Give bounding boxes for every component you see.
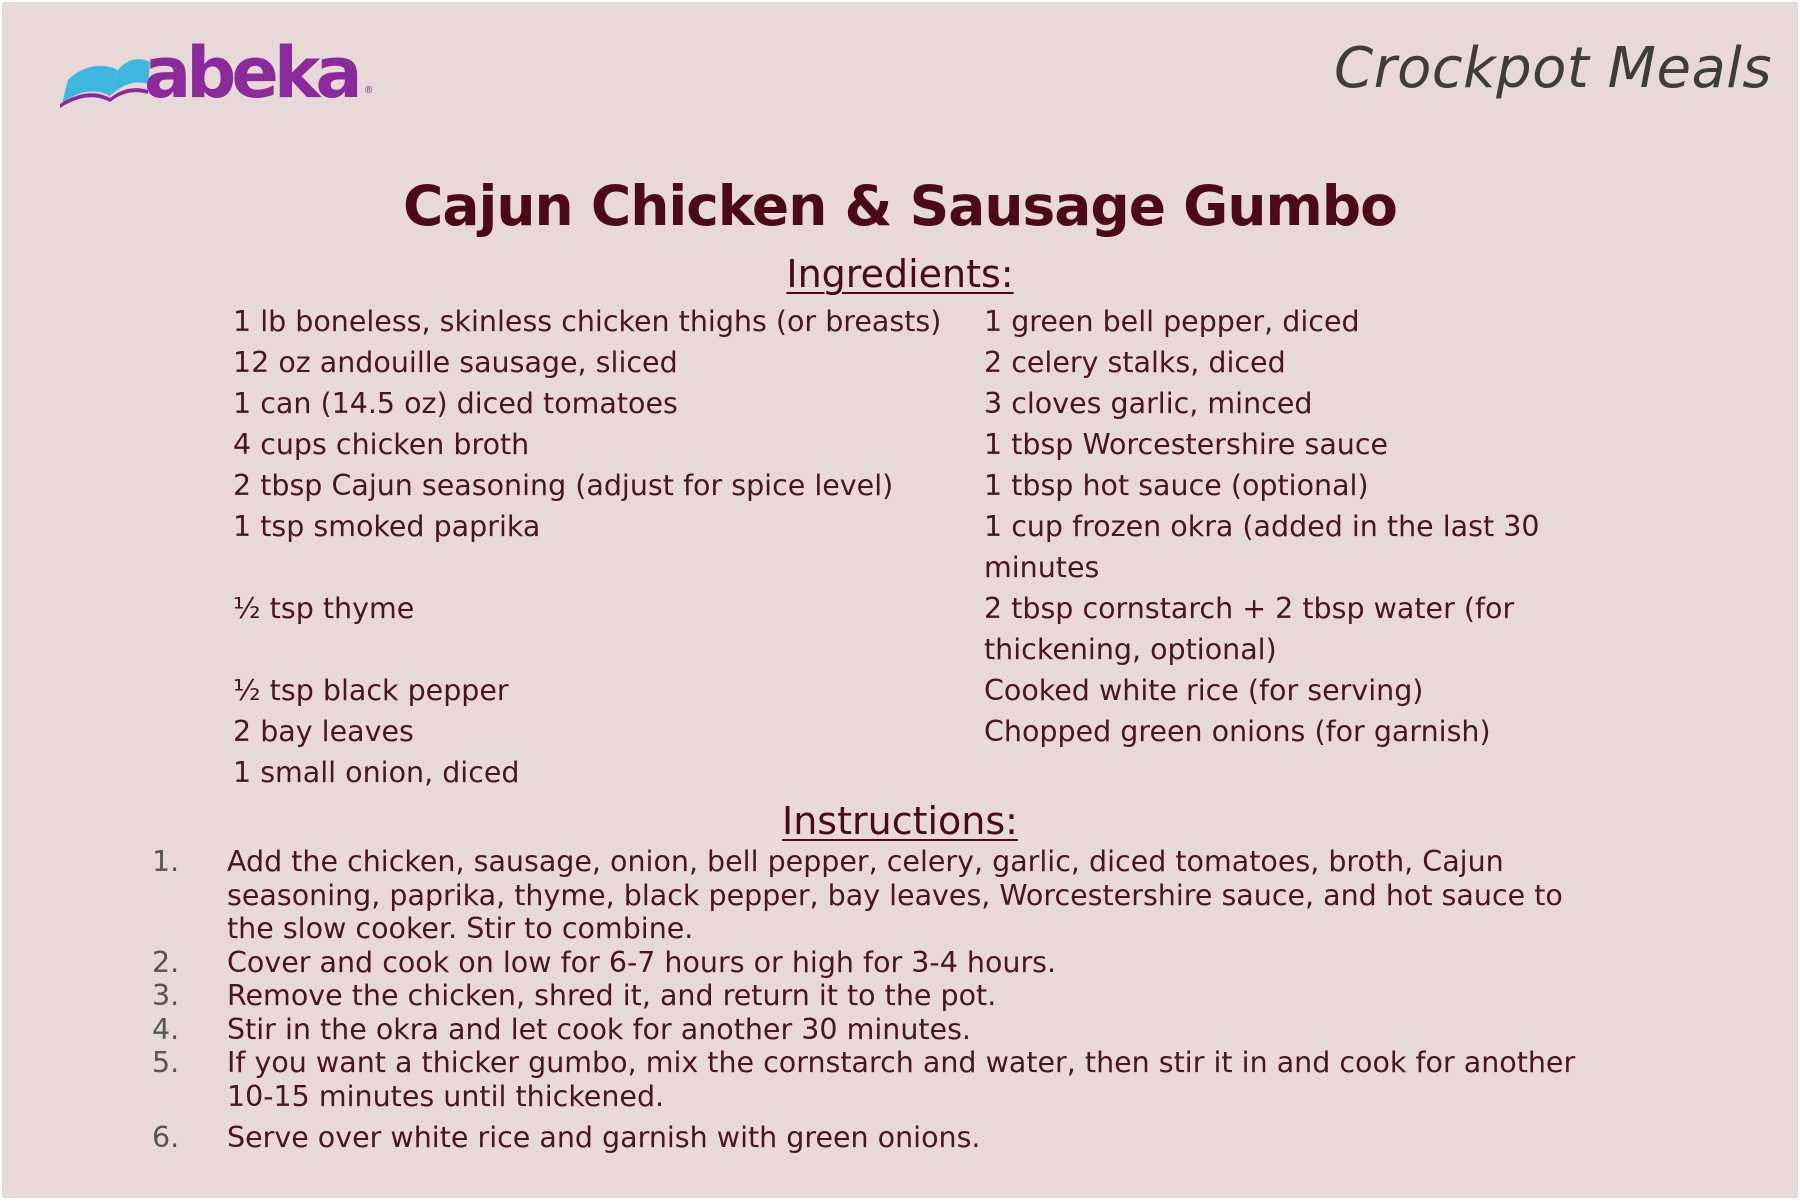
instruction-step: [152, 845, 1602, 946]
ingredient-item: ½ tsp black pepper: [233, 674, 509, 707]
step-text: If you want a thicker gumbo, mix the cornstarch and water, then stir it in and cook for another 10-15 minutes until thickened.: [227, 1046, 1576, 1113]
ingredient-item: Chopped green onions (for garnish): [984, 715, 1491, 748]
instruction-step: [152, 1013, 1602, 1047]
instruction-step: [152, 1121, 1602, 1155]
ingredient-item: 1 tbsp hot sauce (optional): [984, 469, 1369, 502]
recipe-title: Cajun Chicken & Sausage Gumbo: [403, 174, 1397, 238]
open-book-icon: [58, 40, 150, 110]
step-number: 6.: [152, 1121, 180, 1154]
ingredient-item: 1 lb boneless, skinless chicken thighs (or breasts): [233, 305, 942, 338]
ingredients-right-column: [984, 301, 1544, 752]
registered-mark: ®: [363, 85, 374, 96]
ingredient-item: 2 bay leaves: [233, 715, 414, 748]
abeka-logo: [58, 32, 374, 114]
step-text: Cover and cook on low for 6-7 hours or high for 3-4 hours.: [227, 945, 1057, 979]
step-number: 1.: [152, 845, 180, 878]
ingredient-item: 1 cup frozen okra (added in the last 30 minutes: [984, 510, 1540, 584]
ingredient-item: 1 tbsp Worcestershire sauce: [984, 428, 1389, 461]
step-text: Serve over white rice and garnish with green onions.: [227, 1121, 981, 1154]
step-number: 2.: [152, 945, 180, 979]
ingredient-item: 2 celery stalks, diced: [984, 346, 1286, 379]
ingredient-item: 2 tbsp Cajun seasoning (adjust for spice level): [233, 469, 894, 502]
step-text: Add the chicken, sausage, onion, bell pepper, celery, garlic, diced tomatoes, broth, Cajun seasoning, paprika, thyme, black pepper, bay leaves, Worcestershire sauce, and hot sauce to the slow cooker. Stir to combine.: [227, 845, 1563, 945]
instructions-heading: Instructions:: [782, 799, 1018, 843]
ingredient-item: 3 cloves garlic, minced: [984, 387, 1313, 420]
step-text: Remove the chicken, shred it, and return it to the pot.: [227, 979, 997, 1012]
ingredient-item: Cooked white rice (for serving): [984, 674, 1424, 707]
ingredient-item: 1 small onion, diced: [233, 756, 520, 789]
ingredient-item: 1 green bell pepper, diced: [984, 305, 1360, 338]
instruction-step: [152, 979, 1602, 1013]
instructions-list: [152, 845, 1602, 1155]
instruction-step: [152, 946, 1602, 980]
step-number: 4.: [152, 1012, 180, 1046]
instruction-step: [152, 1046, 1602, 1113]
ingredient-item: 4 cups chicken broth: [233, 428, 530, 461]
ingredients-left-column: [233, 301, 953, 793]
ingredient-item: 12 oz andouille sausage, sliced: [233, 346, 678, 379]
step-number: 5.: [152, 1046, 180, 1079]
logo-wordmark: abeka: [144, 32, 358, 114]
series-title: Crockpot Meals: [1334, 36, 1772, 101]
step-number: 3.: [152, 979, 180, 1012]
recipe-card: [2, 2, 1798, 1198]
ingredient-item: 1 can (14.5 oz) diced tomatoes: [233, 387, 678, 420]
ingredients-heading: Ingredients:: [786, 252, 1014, 296]
ingredient-item: 1 tsp smoked paprika: [233, 510, 541, 543]
ingredient-item: 2 tbsp cornstarch + 2 tbsp water (for thickening, optional): [984, 592, 1515, 666]
ingredient-item: ½ tsp thyme: [233, 592, 415, 625]
step-text: Stir in the okra and let cook for another 30 minutes.: [227, 1012, 971, 1046]
